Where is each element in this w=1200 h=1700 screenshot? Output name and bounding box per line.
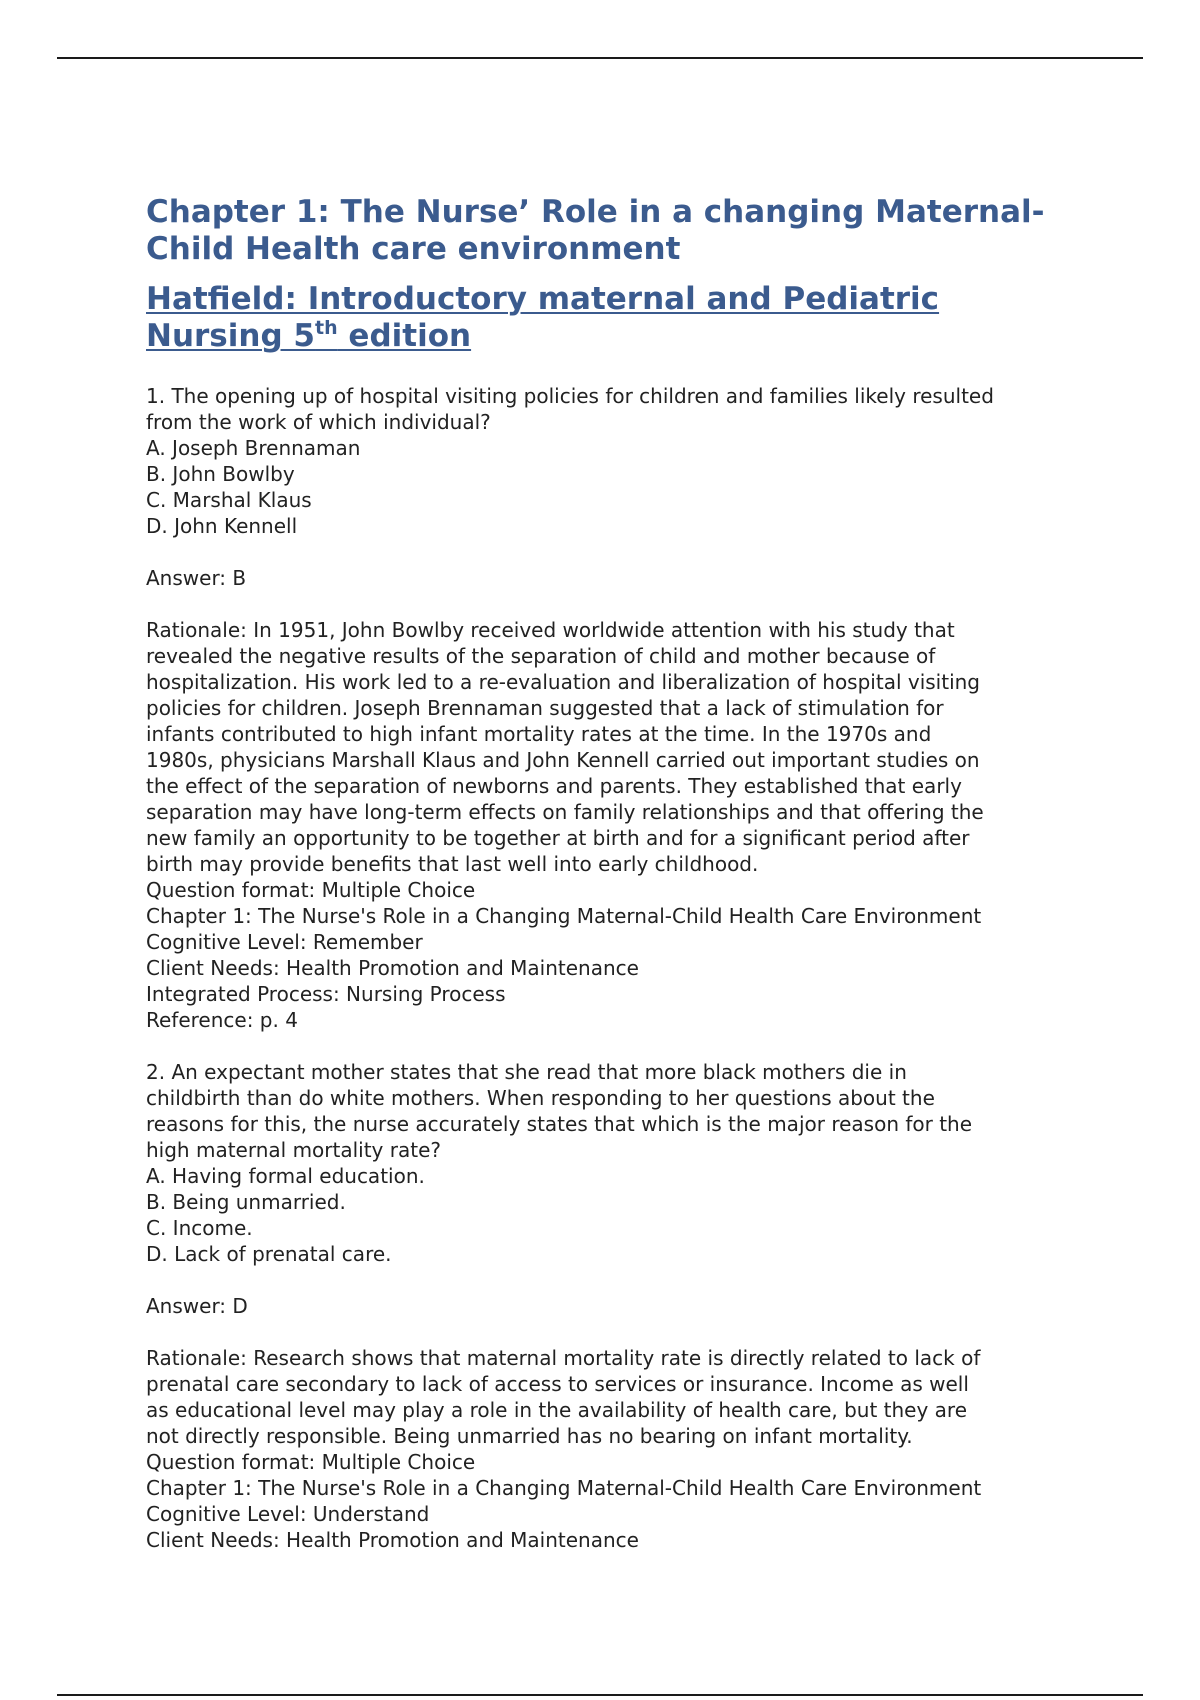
question-meta-line: Chapter 1: The Nurse's Role in a Changing Maternal-Child Health Care Environment [146, 1476, 982, 1500]
rationale-line: not directly responsible. Being unmarried has no bearing on infant mortality. [146, 1424, 913, 1448]
question-meta-line: Reference: p. 4 [146, 1008, 298, 1032]
book-title-line [146, 281, 1106, 318]
document-body [146, 194, 1106, 1553]
question-meta-line: Cognitive Level: Remember [146, 930, 423, 954]
question-stem-line: reasons for this, the nurse accurately states that which is the major reason for the [146, 1112, 973, 1136]
question-meta-line: Client Needs: Health Promotion and Maintenance [146, 1528, 639, 1552]
rationale-line: hospitalization. His work led to a re-evaluation and liberalization of hospital visiting [146, 670, 981, 694]
paragraph-spacer [146, 1319, 1106, 1345]
paragraph-spacer [146, 1267, 1106, 1293]
question-meta-line: Question format: Multiple Choice [146, 1450, 476, 1474]
rationale-line: birth may provide benefits that last well into early childhood. [146, 852, 759, 876]
book-title-line [146, 318, 1106, 355]
question-stem-line: high maternal mortality rate? [146, 1138, 441, 1162]
rationale-line: infants contributed to high infant mortality rates at the time. In the 1970s and [146, 722, 932, 746]
rationale-line: Rationale: Research shows that maternal mortality rate is directly related to lack of [146, 1346, 981, 1370]
question-block [146, 383, 1106, 1033]
question-block [146, 1059, 1106, 1553]
question-stem-line: 2. An expectant mother states that she read that more black mothers die in [146, 1060, 907, 1084]
book-title-text: Hatfield: Introductory maternal and Pediatric [146, 281, 940, 317]
answer-option: B. John Bowlby [146, 462, 295, 486]
rationale-line: the effect of the separation of newborns and parents. They established that early [146, 774, 962, 798]
chapter-title-line: Child Health care environment [146, 231, 681, 267]
question-meta-line: Cognitive Level: Understand [146, 1502, 430, 1526]
rationale-line: separation may have long-term effects on family relationships and that offering the [146, 800, 984, 824]
rationale-line: 1980s, physicians Marshall Klaus and John Kennell carried out important studies on [146, 748, 980, 772]
rationale-line: new family an opportunity to be together at birth and for a significant period after [146, 826, 970, 850]
answer-option: A. Joseph Brennaman [146, 436, 361, 460]
question-meta-line: Integrated Process: Nursing Process [146, 982, 506, 1006]
answer-option: C. Income. [146, 1216, 253, 1240]
answer-key: Answer: D [146, 1294, 248, 1318]
book-title-text: edition [337, 318, 472, 354]
rationale-line: revealed the negative results of the separation of child and mother because of [146, 644, 936, 668]
question-stem-line: from the work of which individual? [146, 410, 491, 434]
book-title [146, 281, 1106, 355]
question-meta-line: Chapter 1: The Nurse's Role in a Changing Maternal-Child Health Care Environment [146, 904, 982, 928]
bottom-rule [57, 1694, 1143, 1696]
chapter-title [146, 194, 1106, 268]
rationale-line: prenatal care secondary to lack of access to services or insurance. Income as well [146, 1372, 969, 1396]
answer-option: D. John Kennell [146, 514, 298, 538]
top-rule [57, 57, 1143, 59]
question-spacer [146, 1033, 1106, 1059]
question-stem-line: 1. The opening up of hospital visiting policies for children and families likely resulted [146, 384, 994, 408]
chapter-title-line: Chapter 1: The Nurse’ Role in a changing Maternal- [146, 194, 1045, 230]
rationale-line: policies for children. Joseph Brennaman suggested that a lack of stimulation for [146, 696, 944, 720]
paragraph-spacer [146, 591, 1106, 617]
book-title-text: Nursing 5 [146, 318, 316, 354]
question-meta-line: Client Needs: Health Promotion and Maintenance [146, 956, 639, 980]
rationale-line: Rationale: In 1951, John Bowlby received worldwide attention with his study that [146, 618, 955, 642]
answer-option: D. Lack of prenatal care. [146, 1242, 392, 1266]
answer-option: A. Having formal education. [146, 1164, 425, 1188]
question-list [146, 383, 1106, 1553]
answer-key: Answer: B [146, 566, 247, 590]
edition-superscript: th [315, 317, 338, 339]
answer-option: C. Marshal Klaus [146, 488, 312, 512]
question-stem-line: childbirth than do white mothers. When responding to her questions about the [146, 1086, 935, 1110]
paragraph-spacer [146, 539, 1106, 565]
rationale-line: as educational level may play a role in the availability of health care, but they are [146, 1398, 968, 1422]
answer-option: B. Being unmarried. [146, 1190, 346, 1214]
question-meta-line: Question format: Multiple Choice [146, 878, 476, 902]
